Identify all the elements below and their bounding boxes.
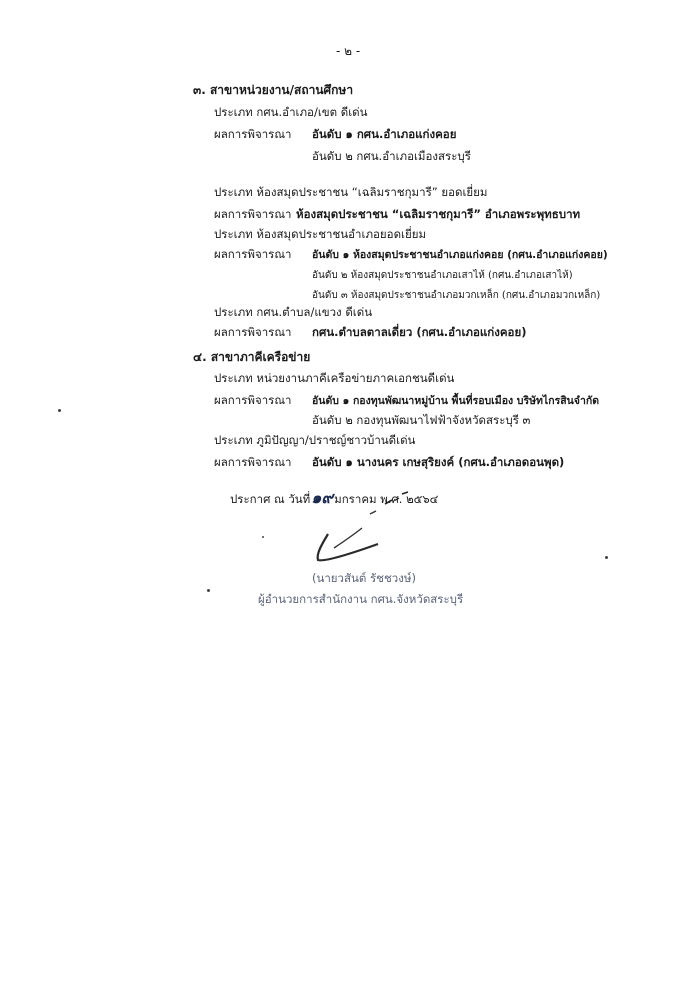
section3-cat2-result: ห้องสมุดประชาชน “เฉลิมราชกุมารี” อำเภอพระพุทธบาท	[296, 207, 581, 221]
section4-cat2-rank1: อันดับ ๑ นางนคร เกษสุริยงค์ (กศน.อำเภอดอนพุด)	[312, 455, 565, 469]
section4-cat2-result-label: ผลการพิจารณา	[214, 455, 292, 469]
section3-cat4-type: ประเภท กศน.ตำบล/แขวง ดีเด่น	[214, 305, 373, 319]
scan-speck	[207, 589, 210, 592]
signatory-position: ผู้อำนวยการสำนักงาน กศน.จังหวัดสระบุรี	[258, 592, 464, 606]
section3-cat3-rank3: อันดับ ๓ ห้องสมุดประชาชนอำเภอมวกเหล็ก (กศน.อำเภอมวกเหล็ก)	[312, 290, 601, 301]
scan-speck	[605, 556, 608, 559]
scan-speck	[58, 409, 61, 412]
section3-cat3-rank2: อันดับ ๒ ห้องสมุดประชาชนอำเภอเสาไห้ (กศน.อำเภอเสาไห้)	[312, 270, 573, 281]
section4-heading: ๔. สาขาภาคีเครือข่าย	[193, 350, 311, 364]
section4-cat1-type: ประเภท หน่วยงานภาคีเครือข่ายภาคเอกชนดีเด่น	[214, 371, 455, 385]
section3-cat1-rank1: อันดับ ๑ กศน.อำเภอแก่งคอย	[312, 127, 457, 141]
scan-speck	[262, 536, 264, 538]
section3-heading: ๓. สาขาหน่วยงาน/สถานศึกษา	[193, 83, 354, 97]
announce-day: ๑๙	[311, 488, 334, 507]
section3-cat2-type: ประเภท ห้องสมุดประชาชน “เฉลิมราชกุมารี” ยอดเยี่ยม	[214, 185, 488, 199]
signatory-name: (นายวสันต์ รัชชวงษ์)	[312, 571, 416, 585]
section3-cat2-result-label: ผลการพิจารณา	[214, 207, 292, 221]
section3-cat4-result-label: ผลการพิจารณา	[214, 325, 292, 339]
page-number: - ๒ -	[336, 44, 361, 58]
section4-cat1-rank2: อันดับ ๒ กองทุนพัฒนาไฟฟ้าจังหวัดสระบุรี ๓	[312, 413, 531, 427]
announce-month-year: มกราคม พ.ศ. ๒๕๖๔	[334, 492, 439, 506]
section4-cat1-rank1: อันดับ ๑ กองทุนพัฒนาหมู่บ้าน พื้นที่รอบเมือง บริษัทไกรสินจำกัด	[312, 395, 600, 407]
section3-cat3-type: ประเภท ห้องสมุดประชาชนอำเภอยอดเยี่ยม	[214, 227, 427, 241]
section4-cat1-result-label: ผลการพิจารณา	[214, 393, 292, 407]
section3-cat1-type: ประเภท กศน.อำเภอ/เขต ดีเด่น	[214, 105, 368, 119]
section3-cat4-result: กศน.ตำบลตาลเดี่ยว (กศน.อำเภอแก่งคอย)	[312, 325, 527, 339]
section3-cat1-result-label: ผลการพิจารณา	[214, 127, 292, 141]
section4-cat2-type: ประเภท ภูมิปัญญา/ปราชญ์ชาวบ้านดีเด่น	[214, 433, 416, 447]
section3-cat3-rank1: อันดับ ๑ ห้องสมุดประชาชนอำเภอแก่งคอย (กศน.อำเภอแก่งคอย)	[312, 249, 608, 261]
announce-prefix: ประกาศ ณ วันที่	[230, 492, 311, 506]
signature-scribble	[300, 488, 440, 578]
section3-cat1-rank2: อันดับ ๒ กศน.อำเภอเมืองสระบุรี	[312, 149, 471, 163]
section3-cat3-result-label: ผลการพิจารณา	[214, 247, 292, 261]
